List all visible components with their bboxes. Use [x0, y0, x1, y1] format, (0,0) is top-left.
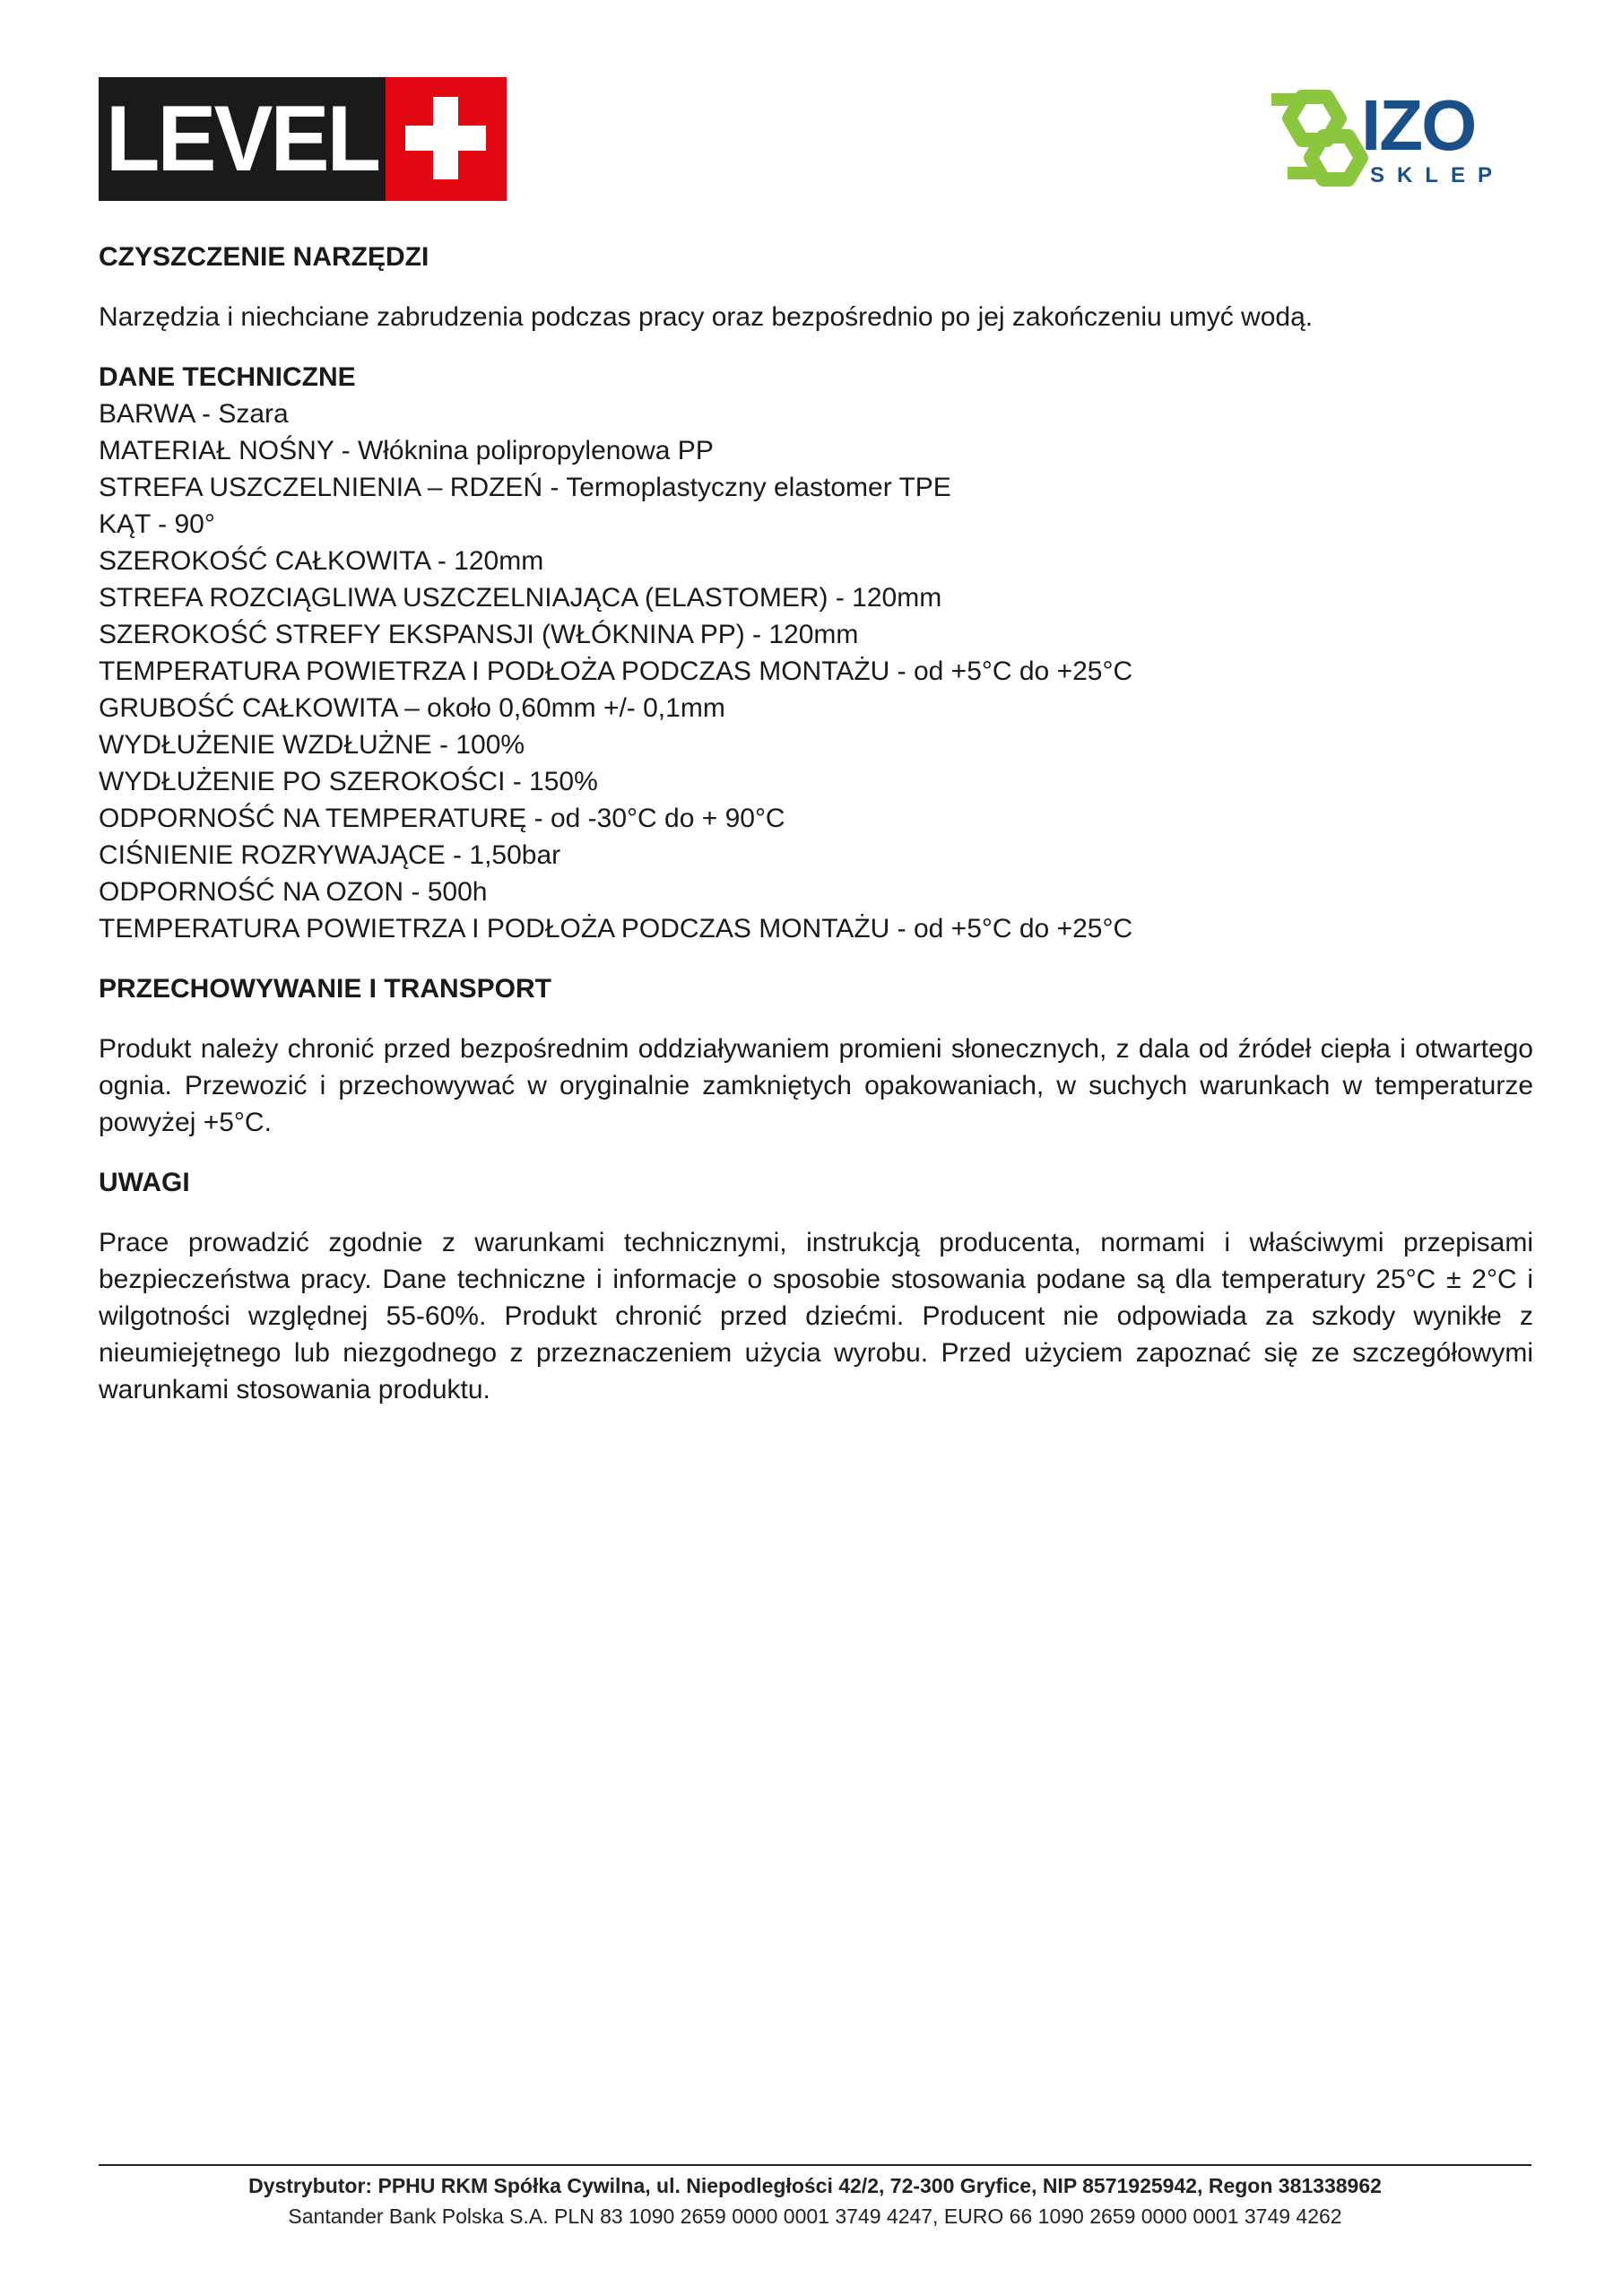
- spec-item: ODPORNOŚĆ NA OZON - 500h: [99, 877, 488, 907]
- spec-item: WYDŁUŻENIE PO SZEROKOŚCI - 150%: [99, 767, 598, 796]
- spec-item: GRUBOŚĆ CAŁKOWITA – około 0,60mm +/- 0,1mm: [99, 693, 725, 723]
- spec-item: CIŚNIENIE ROZRYWAJĄCE - 1,50bar: [99, 840, 561, 870]
- spec-item: ODPORNOŚĆ NA TEMPERATURĘ - od -30°C do + 90°C: [99, 804, 785, 833]
- izo-logo-text: IZO: [1361, 85, 1476, 165]
- spec-item: SZEROKOŚĆ CAŁKOWITA - 120mm: [99, 546, 544, 576]
- level-logo-plus-icon: [386, 77, 507, 201]
- sklep-logo-text: SKLEP: [1370, 163, 1505, 187]
- cleaning-text: Narzędzia i niechciane zabrudzenia podczas pracy oraz bezpośrednio po jej zakończeniu umyć wodą.: [99, 302, 1314, 332]
- level-plus-logo: [99, 77, 507, 201]
- footer-divider: [99, 2164, 1531, 2166]
- notes-text: Prace prowadzić zgodnie z warunkami technicznymi, instrukcją producenta, normami i właściwymi przepisami bezpieczeństwa pracy. Dane techniczne i informacje o sposobie stosowania podane są dla temperatury 25°C ± 2°C i wilgotności względnej 55-60%. Produkt chronić przed dziećmi. Producent nie odpowiada za szkody wynikłe z nieumiejętnego lub niezgodnego z przeznaczeniem użycia wyrobu. Przed użyciem zapoznać się ze szczegółowymi warunkami stosowania produktu.: [99, 1228, 1533, 1405]
- level-logo-black-block: [99, 77, 386, 201]
- footer-bank-line: Santander Bank Polska S.A. PLN 83 1090 2659 0000 0001 3749 4247, EURO 66 1090 2659 0000 0001 3749 4262: [288, 2205, 1342, 2228]
- storage-heading: PRZECHOWYWANIE I TRANSPORT: [99, 974, 552, 1004]
- spec-item: MATERIAŁ NOŚNY - Włóknina polipropylenowa PP: [99, 436, 714, 465]
- spec-item: WYDŁUŻENIE WZDŁUŻNE - 100%: [99, 730, 525, 760]
- spec-item: SZEROKOŚĆ STREFY EKSPANSJI (WŁÓKNINA PP) - 120mm: [99, 620, 859, 649]
- notes-heading: UWAGI: [99, 1168, 190, 1197]
- footer: [99, 2170, 1531, 2231]
- izo-sklep-logo: [1271, 86, 1527, 192]
- spec-item: KĄT - 90°: [99, 509, 215, 539]
- izo-hexagon-icon: [1271, 86, 1370, 192]
- spec-item: STREFA USZCZELNIENIA – RDZEŃ - Termoplastyczny elastomer TPE: [99, 473, 951, 502]
- technical-data-heading: DANE TECHNICZNE: [99, 362, 356, 392]
- technical-data-list: [99, 396, 1533, 947]
- cleaning-heading: CZYSZCZENIE NARZĘDZI: [99, 242, 429, 272]
- spec-item: STREFA ROZCIĄGLIWA USZCZELNIAJĄCA (ELASTOMER) - 120mm: [99, 583, 942, 613]
- spec-item: BARWA - Szara: [99, 399, 289, 429]
- footer-distributor-line: Dystrybutor: PPHU RKM Spółka Cywilna, ul. Niepodległości 42/2, 72-300 Gryfice, NIP 8571925942, Regon 381338962: [248, 2174, 1382, 2197]
- storage-text: Produkt należy chronić przed bezpośrednim oddziaływaniem promieni słonecznych, z dala od źródeł ciepła i otwartego ognia. Przewozić i przechowywać w oryginalnie zamkniętych opakowaniach, w suchych warunkach w temperaturze powyżej +5°C.: [99, 1034, 1533, 1137]
- spec-item: TEMPERATURA POWIETRZA I PODŁOŻA PODCZAS MONTAŻU - od +5°C do +25°C: [99, 657, 1133, 686]
- level-logo-text: LEVEL: [105, 87, 379, 191]
- document-content: [99, 239, 1533, 1408]
- spec-item: TEMPERATURA POWIETRZA I PODŁOŻA PODCZAS MONTAŻU - od +5°C do +25°C: [99, 914, 1133, 944]
